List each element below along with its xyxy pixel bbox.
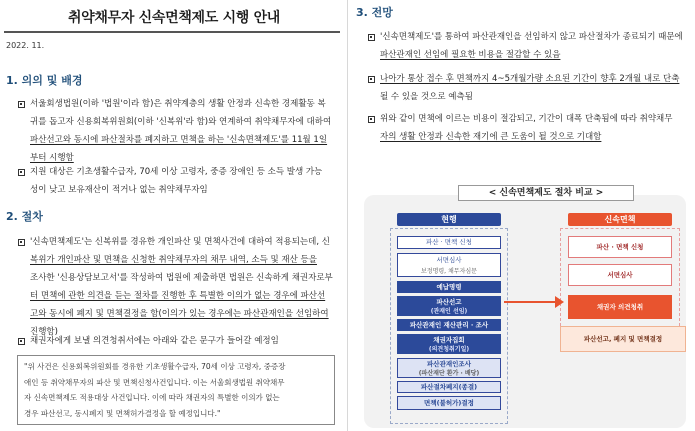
paragraph-procedure-2: 채권자에게 보낼 의견청취서에는 아래와 같은 문구가 들어갈 예정임: [30, 336, 279, 346]
paragraph-outlook-3: 위와 같이 면책에 이르는 비용이 절감되고, 기간이 대폭 단축됨에 따라 취약채무 자의 생활 안정과 신속한 재기에 큰 도움이 될 것으로 기대함: [380, 114, 673, 142]
current-procedure-header: 현행: [397, 213, 501, 226]
section-heading-purpose: 1. 의의 및 배경: [6, 74, 83, 87]
square-bullet-icon: [368, 116, 375, 123]
square-bullet-icon: [18, 101, 25, 108]
title-underline: [4, 31, 340, 33]
rapid-step-2: 서면심사: [568, 264, 672, 286]
column-divider: [347, 0, 348, 431]
square-bullet-icon: [18, 338, 25, 345]
current-step-5: 파산관재인 재산관리 · 조사: [397, 319, 501, 331]
diagram-title: < 신속면책제도 절차 비교 >: [458, 185, 634, 201]
current-step-9: 면책(불허가)결정: [397, 396, 501, 410]
square-bullet-icon: [368, 34, 375, 41]
square-bullet-icon: [18, 169, 25, 176]
rapid-step-1: 파산 · 면책 신청: [568, 236, 672, 258]
rapid-step-4: 파산선고, 폐지 및 면책결정: [560, 326, 686, 352]
square-bullet-icon: [18, 239, 25, 246]
square-bullet-icon: [368, 76, 375, 83]
page-title: 취약채무자 신속면책제도 시행 안내: [67, 10, 281, 26]
comparison-arrow-line: [504, 301, 558, 303]
rapid-step-3: 채권자 의견청취: [568, 295, 672, 319]
paragraph-purpose-1: 서울회생법원(이하 '법원'이라 함)은 취약계층의 생활 안정과 신속한 경제활동 복 귀를 돕고자 신용회복위원회(이하 '신복위'라 함)와 연계하여 취약채무자에 대하여 파산선고와 동시에 파산절차를 폐지하고 면책을 하는 '신속면책제도'를 11월 1일 부터 시행함: [30, 99, 332, 163]
paragraph-outlook-1: '신속면책제도'를 통하여 파산관재인을 선임하지 않고 파산절차가 종료되기 때문에 파산관재인 선임에 필요한 비용을 절감할 수 있음: [380, 32, 683, 60]
paragraph-purpose-2: 지원 대상은 기초생활수급자, 70세 이상 고령자, 중증 장애인 등 소득 발생 가능 성이 낮고 보유재산이 적거나 없는 취약채무자임: [30, 167, 323, 195]
arrow-right-icon: [555, 296, 564, 308]
section-heading-outlook: 3. 전망: [356, 6, 393, 19]
document-date: 2022. 11.: [6, 41, 45, 50]
section-heading-procedure: 2. 절차: [6, 210, 43, 223]
current-step-1: 파산 · 면책 신청: [397, 236, 501, 249]
current-step-3: 예납명령: [397, 281, 501, 293]
current-step-8: 파산절차폐지(종결): [397, 381, 501, 393]
paragraph-outlook-2: 나아가 통상 접수 후 면책까지 4~5개월가량 소요된 기간이 향후 2개월 내로 단축 될 수 있을 것으로 예측됨: [380, 74, 680, 102]
current-step-6: 채권자집회 (의견청취기일): [397, 334, 501, 354]
rapid-procedure-header: 신속면책: [568, 213, 672, 226]
paragraph-procedure-1: '신속면책제도'는 신복위를 경유한 개인파산 및 면책사건에 대하여 적용되는데, 신 복위가 개인파산 및 면책을 신청한 취약채무자의 채무 내역, 소득 및 재산 등을 조사한 '신용상담보고서'를 작성하여 법원에 제출하면 법원은 신속하게 채권자로부 터 면책에 관한 의견을 듣는 절차를 진행한 후 특별한 이의가 없는 경우에 파산선 고와 동시에 폐지 및 면책결정을 함(이의가 있는 경우에는 파산관재인을 선임하여 진행함): [30, 237, 333, 337]
current-step-7: 파산관재인조사 (파산재단 환가 · 배당): [397, 358, 501, 378]
current-step-4: 파산선고 (관재인 선임): [397, 296, 501, 316]
opinion-notice-quote: "위 사건은 신용회복위원회를 경유한 기초생활수급자, 70세 이상 고령자, 중증장 애인 등 취약채무자의 파산 및 면책신청사건입니다. 이는 서울회생법원 취약채무 자 신속면책제도 적용대상 사건입니다. 이에 따라 채권자의 특별한 이의가 없는 경우 파산선고, 동시폐지 및 면책허가결정을 할 예정입니다.": [17, 355, 335, 425]
current-step-2: 서면심사 보정명령, 채무자심문: [397, 253, 501, 277]
